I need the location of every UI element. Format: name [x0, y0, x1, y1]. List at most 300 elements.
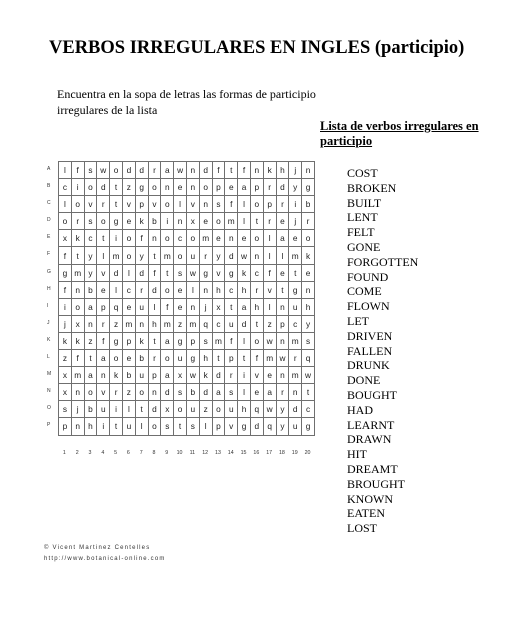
grid-cell[interactable]: p [250, 179, 263, 196]
grid-cell[interactable]: u [186, 247, 199, 264]
grid-cell[interactable]: k [199, 367, 212, 384]
grid-cell[interactable]: k [263, 162, 276, 179]
grid-cell[interactable]: h [276, 162, 289, 179]
grid-cell[interactable]: d [161, 384, 174, 401]
grid-cell[interactable]: l [263, 247, 276, 264]
grid-cell[interactable]: r [276, 384, 289, 401]
grid-cell[interactable]: f [148, 264, 161, 281]
grid-cell[interactable]: b [148, 213, 161, 230]
grid-cell[interactable]: p [212, 179, 225, 196]
grid-cell[interactable]: h [238, 281, 251, 298]
grid-cell[interactable]: d [199, 162, 212, 179]
grid-cell[interactable]: b [186, 384, 199, 401]
grid-cell[interactable]: h [84, 418, 97, 435]
grid-cell[interactable]: x [174, 367, 187, 384]
grid-cell[interactable]: i [71, 179, 84, 196]
grid-cell[interactable]: u [225, 401, 238, 418]
grid-cell[interactable]: g [199, 264, 212, 281]
grid-cell[interactable]: q [263, 418, 276, 435]
grid-cell[interactable]: n [302, 162, 315, 179]
grid-cell[interactable]: r [225, 367, 238, 384]
grid-cell[interactable]: i [161, 213, 174, 230]
grid-cell[interactable]: v [97, 384, 110, 401]
grid-cell[interactable]: a [238, 298, 251, 315]
grid-cell[interactable]: s [161, 418, 174, 435]
grid-cell[interactable]: n [276, 298, 289, 315]
grid-cell[interactable]: v [212, 264, 225, 281]
grid-cell[interactable]: l [135, 418, 148, 435]
grid-cell[interactable]: w [186, 264, 199, 281]
grid-cell[interactable]: m [186, 315, 199, 332]
grid-cell[interactable]: t [148, 247, 161, 264]
grid-cell[interactable]: t [302, 384, 315, 401]
grid-cell[interactable]: a [212, 384, 225, 401]
grid-cell[interactable]: w [263, 401, 276, 418]
grid-cell[interactable]: n [84, 315, 97, 332]
grid-cell[interactable]: l [238, 332, 251, 349]
grid-cell[interactable]: n [250, 247, 263, 264]
grid-cell[interactable]: p [263, 196, 276, 213]
grid-cell[interactable]: l [122, 264, 135, 281]
grid-cell[interactable]: p [276, 315, 289, 332]
grid-cell[interactable]: u [289, 298, 302, 315]
grid-cell[interactable]: r [97, 196, 110, 213]
grid-cell[interactable]: o [84, 179, 97, 196]
grid-cell[interactable]: p [212, 418, 225, 435]
grid-cell[interactable]: o [174, 247, 187, 264]
grid-cell[interactable]: t [97, 230, 110, 247]
grid-cell[interactable]: w [276, 350, 289, 367]
grid-cell[interactable]: k [135, 213, 148, 230]
grid-cell[interactable]: r [250, 281, 263, 298]
grid-cell[interactable]: o [161, 281, 174, 298]
grid-cell[interactable]: l [263, 298, 276, 315]
grid-cell[interactable]: t [250, 213, 263, 230]
grid-cell[interactable]: t [250, 315, 263, 332]
grid-cell[interactable]: n [225, 230, 238, 247]
grid-cell[interactable]: g [186, 350, 199, 367]
grid-cell[interactable]: d [199, 384, 212, 401]
grid-cell[interactable]: z [263, 315, 276, 332]
grid-cell[interactable]: h [148, 315, 161, 332]
grid-cell[interactable]: y [84, 264, 97, 281]
grid-cell[interactable]: f [238, 162, 251, 179]
grid-cell[interactable]: l [148, 298, 161, 315]
grid-cell[interactable]: y [135, 247, 148, 264]
grid-cell[interactable]: l [199, 418, 212, 435]
grid-cell[interactable]: d [97, 179, 110, 196]
grid-cell[interactable]: c [289, 315, 302, 332]
grid-cell[interactable]: m [71, 367, 84, 384]
grid-cell[interactable]: m [161, 315, 174, 332]
grid-cell[interactable]: l [238, 196, 251, 213]
grid-cell[interactable]: x [59, 367, 72, 384]
grid-cell[interactable]: n [250, 162, 263, 179]
grid-cell[interactable]: a [238, 179, 251, 196]
grid-cell[interactable]: c [250, 264, 263, 281]
grid-cell[interactable]: m [289, 367, 302, 384]
grid-cell[interactable]: t [212, 350, 225, 367]
grid-cell[interactable]: o [148, 179, 161, 196]
grid-cell[interactable]: t [110, 179, 123, 196]
grid-cell[interactable]: e [250, 384, 263, 401]
grid-cell[interactable]: o [250, 196, 263, 213]
grid-cell[interactable]: t [71, 247, 84, 264]
grid-cell[interactable]: j [59, 315, 72, 332]
grid-cell[interactable]: f [161, 298, 174, 315]
grid-cell[interactable]: l [263, 230, 276, 247]
grid-cell[interactable]: h [250, 298, 263, 315]
grid-cell[interactable]: u [135, 298, 148, 315]
grid-cell[interactable]: r [199, 247, 212, 264]
grid-cell[interactable]: o [199, 179, 212, 196]
grid-cell[interactable]: f [263, 264, 276, 281]
grid-cell[interactable]: o [174, 401, 187, 418]
grid-cell[interactable]: k [71, 332, 84, 349]
grid-cell[interactable]: w [97, 162, 110, 179]
grid-cell[interactable]: h [238, 401, 251, 418]
grid-cell[interactable]: r [289, 350, 302, 367]
grid-cell[interactable]: u [225, 315, 238, 332]
grid-cell[interactable]: s [174, 384, 187, 401]
grid-cell[interactable]: g [225, 264, 238, 281]
grid-cell[interactable]: h [199, 350, 212, 367]
grid-cell[interactable]: o [250, 230, 263, 247]
grid-cell[interactable]: d [148, 281, 161, 298]
grid-cell[interactable]: u [186, 401, 199, 418]
grid-cell[interactable]: w [186, 367, 199, 384]
grid-cell[interactable]: f [250, 350, 263, 367]
grid-cell[interactable]: v [84, 196, 97, 213]
grid-cell[interactable]: l [97, 247, 110, 264]
grid-cell[interactable]: t [238, 350, 251, 367]
grid-cell[interactable]: d [110, 264, 123, 281]
grid-cell[interactable]: y [302, 315, 315, 332]
grid-cell[interactable]: d [148, 401, 161, 418]
grid-cell[interactable]: w [238, 247, 251, 264]
grid-cell[interactable]: p [97, 298, 110, 315]
grid-cell[interactable]: a [97, 350, 110, 367]
grid-cell[interactable]: o [161, 350, 174, 367]
grid-cell[interactable]: e [174, 179, 187, 196]
grid-cell[interactable]: f [225, 196, 238, 213]
grid-cell[interactable]: o [161, 196, 174, 213]
grid-cell[interactable]: d [276, 179, 289, 196]
grid-cell[interactable]: t [225, 162, 238, 179]
grid-cell[interactable]: d [289, 401, 302, 418]
grid-cell[interactable]: z [110, 315, 123, 332]
grid-cell[interactable]: e [276, 264, 289, 281]
grid-cell[interactable]: r [302, 213, 315, 230]
grid-cell[interactable]: c [59, 179, 72, 196]
grid-cell[interactable]: n [276, 332, 289, 349]
grid-cell[interactable]: a [161, 332, 174, 349]
grid-cell[interactable]: g [110, 213, 123, 230]
grid-cell[interactable]: o [135, 384, 148, 401]
grid-cell[interactable]: e [199, 213, 212, 230]
grid-cell[interactable]: y [276, 401, 289, 418]
grid-cell[interactable]: z [174, 315, 187, 332]
grid-cell[interactable]: s [59, 401, 72, 418]
grid-cell[interactable]: j [71, 401, 84, 418]
grid-cell[interactable]: a [161, 162, 174, 179]
grid-cell[interactable]: g [302, 418, 315, 435]
grid-cell[interactable]: t [110, 196, 123, 213]
grid-cell[interactable]: u [174, 350, 187, 367]
grid-cell[interactable]: o [186, 230, 199, 247]
grid-cell[interactable]: x [161, 401, 174, 418]
grid-cell[interactable]: q [302, 350, 315, 367]
grid-cell[interactable]: p [122, 332, 135, 349]
grid-cell[interactable]: i [110, 401, 123, 418]
grid-cell[interactable]: f [59, 247, 72, 264]
grid-cell[interactable]: m [263, 350, 276, 367]
grid-cell[interactable]: o [250, 332, 263, 349]
grid-cell[interactable]: c [225, 281, 238, 298]
grid-cell[interactable]: g [59, 264, 72, 281]
grid-cell[interactable]: v [148, 196, 161, 213]
grid-cell[interactable]: o [122, 230, 135, 247]
grid-cell[interactable]: n [71, 418, 84, 435]
grid-cell[interactable]: n [97, 367, 110, 384]
grid-cell[interactable]: f [59, 281, 72, 298]
grid-cell[interactable]: e [97, 281, 110, 298]
grid-cell[interactable]: v [97, 264, 110, 281]
grid-cell[interactable]: o [84, 384, 97, 401]
grid-cell[interactable]: d [212, 367, 225, 384]
grid-cell[interactable]: c [84, 230, 97, 247]
grid-cell[interactable]: o [302, 230, 315, 247]
grid-cell[interactable]: e [122, 298, 135, 315]
grid-cell[interactable]: g [135, 179, 148, 196]
grid-cell[interactable]: z [122, 179, 135, 196]
grid-cell[interactable]: x [59, 384, 72, 401]
grid-cell[interactable]: k [302, 247, 315, 264]
grid-cell[interactable]: n [199, 281, 212, 298]
grid-cell[interactable]: f [71, 162, 84, 179]
grid-cell[interactable]: j [199, 298, 212, 315]
grid-cell[interactable]: r [263, 179, 276, 196]
grid-cell[interactable]: d [238, 315, 251, 332]
grid-cell[interactable]: a [84, 298, 97, 315]
grid-cell[interactable]: e [122, 350, 135, 367]
grid-cell[interactable]: r [71, 213, 84, 230]
grid-cell[interactable]: z [199, 401, 212, 418]
grid-cell[interactable]: s [212, 196, 225, 213]
grid-cell[interactable]: p [135, 196, 148, 213]
grid-cell[interactable]: n [148, 230, 161, 247]
grid-cell[interactable]: e [263, 367, 276, 384]
grid-cell[interactable]: l [122, 401, 135, 418]
grid-cell[interactable]: n [148, 384, 161, 401]
grid-cell[interactable]: t [148, 332, 161, 349]
grid-cell[interactable]: d [135, 162, 148, 179]
grid-cell[interactable]: e [174, 281, 187, 298]
grid-cell[interactable]: l [59, 196, 72, 213]
grid-cell[interactable]: c [212, 315, 225, 332]
grid-cell[interactable]: t [225, 298, 238, 315]
grid-cell[interactable]: y [276, 418, 289, 435]
grid-cell[interactable]: l [186, 281, 199, 298]
grid-cell[interactable]: n [71, 281, 84, 298]
grid-cell[interactable]: n [161, 179, 174, 196]
grid-cell[interactable]: a [84, 367, 97, 384]
grid-cell[interactable]: e [225, 179, 238, 196]
grid-cell[interactable]: o [110, 162, 123, 179]
grid-cell[interactable]: l [238, 384, 251, 401]
grid-cell[interactable]: n [289, 384, 302, 401]
grid-cell[interactable]: n [71, 384, 84, 401]
grid-cell[interactable]: j [289, 213, 302, 230]
grid-cell[interactable]: u [122, 418, 135, 435]
grid-cell[interactable]: z [84, 332, 97, 349]
grid-cell[interactable]: v [263, 281, 276, 298]
grid-cell[interactable]: e [238, 230, 251, 247]
grid-cell[interactable]: g [174, 332, 187, 349]
grid-cell[interactable]: v [225, 418, 238, 435]
grid-cell[interactable]: e [174, 298, 187, 315]
grid-cell[interactable]: y [212, 247, 225, 264]
grid-cell[interactable]: n [186, 162, 199, 179]
grid-cell[interactable]: m [161, 247, 174, 264]
grid-cell[interactable]: u [97, 401, 110, 418]
grid-cell[interactable]: z [122, 384, 135, 401]
grid-cell[interactable]: c [302, 401, 315, 418]
grid-cell[interactable]: x [71, 315, 84, 332]
grid-cell[interactable]: m [289, 247, 302, 264]
grid-cell[interactable]: i [289, 196, 302, 213]
grid-cell[interactable]: r [148, 350, 161, 367]
grid-cell[interactable]: b [302, 196, 315, 213]
grid-cell[interactable]: l [59, 162, 72, 179]
grid-cell[interactable]: k [110, 367, 123, 384]
grid-cell[interactable]: o [110, 350, 123, 367]
grid-cell[interactable]: u [135, 367, 148, 384]
grid-cell[interactable]: o [212, 401, 225, 418]
grid-cell[interactable]: i [110, 230, 123, 247]
grid-cell[interactable]: a [263, 384, 276, 401]
grid-cell[interactable]: s [225, 384, 238, 401]
grid-cell[interactable]: v [250, 367, 263, 384]
grid-cell[interactable]: t [161, 264, 174, 281]
grid-cell[interactable]: k [59, 332, 72, 349]
grid-cell[interactable]: i [59, 298, 72, 315]
grid-cell[interactable]: n [199, 196, 212, 213]
grid-cell[interactable]: r [135, 281, 148, 298]
grid-cell[interactable]: e [212, 230, 225, 247]
grid-cell[interactable]: r [110, 384, 123, 401]
grid-cell[interactable]: l [238, 213, 251, 230]
grid-cell[interactable]: m [289, 332, 302, 349]
grid-cell[interactable]: m [212, 332, 225, 349]
grid-cell[interactable]: x [212, 298, 225, 315]
grid-cell[interactable]: w [263, 332, 276, 349]
grid-cell[interactable]: b [84, 401, 97, 418]
grid-cell[interactable]: q [199, 315, 212, 332]
grid-cell[interactable]: w [302, 367, 315, 384]
grid-cell[interactable]: u [289, 418, 302, 435]
grid-cell[interactable]: l [174, 196, 187, 213]
grid-cell[interactable]: s [302, 332, 315, 349]
grid-cell[interactable]: s [84, 162, 97, 179]
grid-cell[interactable]: f [212, 162, 225, 179]
grid-cell[interactable]: m [71, 264, 84, 281]
grid-cell[interactable]: k [71, 230, 84, 247]
grid-cell[interactable]: p [59, 418, 72, 435]
grid-cell[interactable]: d [135, 264, 148, 281]
grid-cell[interactable]: n [135, 315, 148, 332]
grid-cell[interactable]: h [302, 298, 315, 315]
grid-cell[interactable]: y [289, 179, 302, 196]
grid-cell[interactable]: t [84, 350, 97, 367]
grid-cell[interactable]: e [122, 213, 135, 230]
grid-cell[interactable]: o [71, 196, 84, 213]
grid-cell[interactable]: l [276, 247, 289, 264]
grid-cell[interactable]: a [161, 367, 174, 384]
grid-cell[interactable]: p [186, 332, 199, 349]
grid-cell[interactable]: t [110, 418, 123, 435]
grid-cell[interactable]: e [302, 264, 315, 281]
grid-cell[interactable]: o [71, 298, 84, 315]
grid-cell[interactable]: s [186, 418, 199, 435]
grid-cell[interactable]: x [186, 213, 199, 230]
grid-cell[interactable]: g [302, 179, 315, 196]
grid-cell[interactable]: g [238, 418, 251, 435]
grid-cell[interactable]: g [110, 332, 123, 349]
grid-cell[interactable]: z [59, 350, 72, 367]
grid-cell[interactable]: h [212, 281, 225, 298]
grid-cell[interactable]: r [276, 196, 289, 213]
grid-cell[interactable]: e [289, 230, 302, 247]
grid-cell[interactable]: n [174, 213, 187, 230]
grid-cell[interactable]: m [225, 213, 238, 230]
grid-cell[interactable]: x [59, 230, 72, 247]
grid-cell[interactable]: o [59, 213, 72, 230]
grid-cell[interactable]: k [135, 332, 148, 349]
grid-cell[interactable]: s [199, 332, 212, 349]
grid-cell[interactable]: q [110, 298, 123, 315]
grid-cell[interactable]: w [174, 162, 187, 179]
grid-cell[interactable]: t [174, 418, 187, 435]
grid-cell[interactable]: i [238, 367, 251, 384]
grid-cell[interactable]: v [122, 196, 135, 213]
grid-cell[interactable]: d [250, 418, 263, 435]
grid-cell[interactable]: p [148, 367, 161, 384]
grid-cell[interactable]: b [84, 281, 97, 298]
grid-cell[interactable]: a [276, 230, 289, 247]
grid-cell[interactable]: c [122, 281, 135, 298]
grid-cell[interactable]: o [148, 418, 161, 435]
grid-cell[interactable]: r [97, 315, 110, 332]
grid-cell[interactable]: o [212, 213, 225, 230]
grid-cell[interactable]: m [110, 247, 123, 264]
grid-cell[interactable]: g [289, 281, 302, 298]
grid-cell[interactable]: s [84, 213, 97, 230]
grid-cell[interactable]: e [276, 213, 289, 230]
grid-cell[interactable]: f [97, 332, 110, 349]
grid-cell[interactable]: n [302, 281, 315, 298]
grid-cell[interactable]: t [289, 264, 302, 281]
grid-cell[interactable]: o [97, 213, 110, 230]
grid-cell[interactable]: l [110, 281, 123, 298]
grid-cell[interactable]: m [199, 230, 212, 247]
grid-cell[interactable]: y [84, 247, 97, 264]
grid-cell[interactable]: b [135, 350, 148, 367]
grid-cell[interactable]: r [148, 162, 161, 179]
grid-cell[interactable]: v [186, 196, 199, 213]
grid-cell[interactable]: j [289, 162, 302, 179]
grid-cell[interactable]: d [122, 162, 135, 179]
